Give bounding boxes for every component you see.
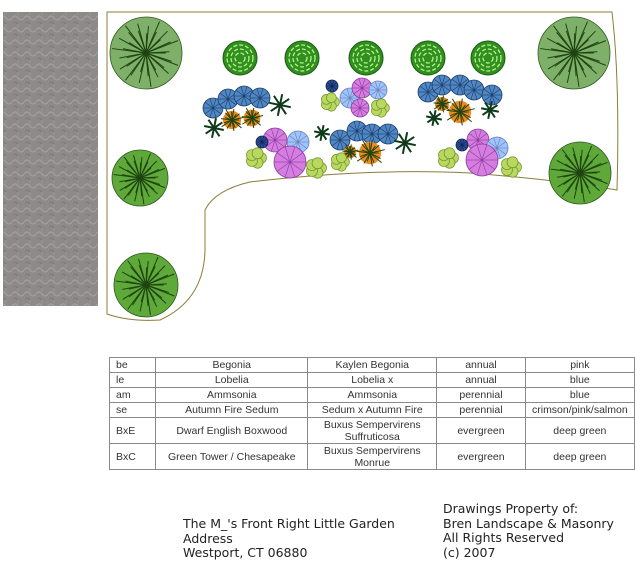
lobelia-blue-dark bbox=[326, 80, 338, 92]
boxwood-small bbox=[549, 142, 611, 204]
legend-cell-color: deep green bbox=[525, 418, 634, 444]
legend-cell-common: Lobelia bbox=[156, 373, 308, 388]
legend-cell-type: annual bbox=[437, 358, 525, 373]
lobelia-blue-dark bbox=[256, 136, 268, 148]
legend-row bbox=[110, 403, 635, 418]
lobelia-plant bbox=[369, 81, 387, 99]
legend-row bbox=[110, 388, 635, 403]
lobelia-blue-dark bbox=[456, 139, 468, 151]
legend-cell-common: Autumn Fire Sedum bbox=[156, 403, 308, 418]
company-name: Bren Landscape & Masonry bbox=[443, 515, 614, 531]
ammsonia-plant bbox=[250, 88, 270, 108]
legend-cell-botanical: Lobelia x bbox=[308, 373, 437, 388]
legend-cell-color: pink bbox=[525, 358, 634, 373]
plant-legend-table bbox=[109, 357, 635, 470]
legend-row bbox=[110, 444, 635, 470]
legend-cell-botanical: Buxus Sempervirens Monrue bbox=[308, 444, 437, 470]
title-block bbox=[183, 517, 395, 561]
legend-cell-botanical: Buxus Sempervirens Suffruticosa bbox=[308, 418, 437, 444]
paver-walkway bbox=[3, 12, 98, 306]
legend-cell-color: crimson/pink/salmon bbox=[525, 403, 634, 418]
legend-cell-type: evergreen bbox=[437, 418, 525, 444]
legend-cell-code: se bbox=[110, 403, 156, 418]
legend-row bbox=[110, 358, 635, 373]
legend-cell-common: Begonia bbox=[156, 358, 308, 373]
legend-cell-type: evergreen bbox=[437, 444, 525, 470]
legend-cell-botanical: Ammsonia bbox=[308, 388, 437, 403]
legend-cell-common: Dwarf English Boxwood bbox=[156, 418, 308, 444]
legend-row bbox=[110, 373, 635, 388]
lettuce-boxwood bbox=[349, 41, 383, 75]
legend-cell-code: BxC bbox=[110, 444, 156, 470]
ammsonia-plant bbox=[432, 75, 452, 95]
legend-cell-type: annual bbox=[437, 373, 525, 388]
legend-cell-code: le bbox=[110, 373, 156, 388]
begonia-plant bbox=[274, 146, 306, 178]
credits-block bbox=[443, 502, 614, 560]
legend-cell-code: be bbox=[110, 358, 156, 373]
rights-notice: All Rights Reserved bbox=[443, 530, 565, 545]
lettuce-boxwood bbox=[471, 41, 505, 75]
boxwood-small bbox=[112, 150, 168, 206]
boxwood-small bbox=[114, 253, 178, 317]
legend-cell-code: BxE bbox=[110, 418, 156, 444]
legend-cell-common: Ammsonia bbox=[156, 388, 308, 403]
legend-cell-code: am bbox=[110, 388, 156, 403]
legend-cell-color: deep green bbox=[525, 444, 634, 470]
legend-cell-type: perennial bbox=[437, 403, 525, 418]
legend-row bbox=[110, 418, 635, 444]
lettuce-boxwood bbox=[411, 41, 445, 75]
legend-cell-botanical: Sedum x Autumn Fire bbox=[308, 403, 437, 418]
copyright-year: (c) 2007 bbox=[443, 544, 496, 560]
address-label: Address bbox=[183, 530, 233, 546]
lettuce-boxwood bbox=[223, 41, 257, 75]
city-state-zip: Westport, CT 06880 bbox=[183, 545, 308, 560]
legend-cell-botanical: Kaylen Begonia bbox=[308, 358, 437, 373]
begonia-plant bbox=[351, 99, 369, 117]
boxwood-large bbox=[538, 17, 610, 89]
boxwood-large bbox=[110, 17, 182, 89]
begonia-plant bbox=[466, 144, 498, 176]
legend-cell-common: Green Tower / Chesapeake bbox=[156, 444, 308, 470]
lettuce-boxwood bbox=[285, 41, 319, 75]
ammsonia-plant bbox=[464, 80, 484, 100]
legend-cell-color: blue bbox=[525, 373, 634, 388]
legend-cell-color: blue bbox=[525, 388, 634, 403]
legend-cell-type: perennial bbox=[437, 388, 525, 403]
credits-heading: Drawings Property of: bbox=[443, 501, 579, 516]
garden-title: The M_'s Front Right Little Garden bbox=[183, 516, 395, 531]
